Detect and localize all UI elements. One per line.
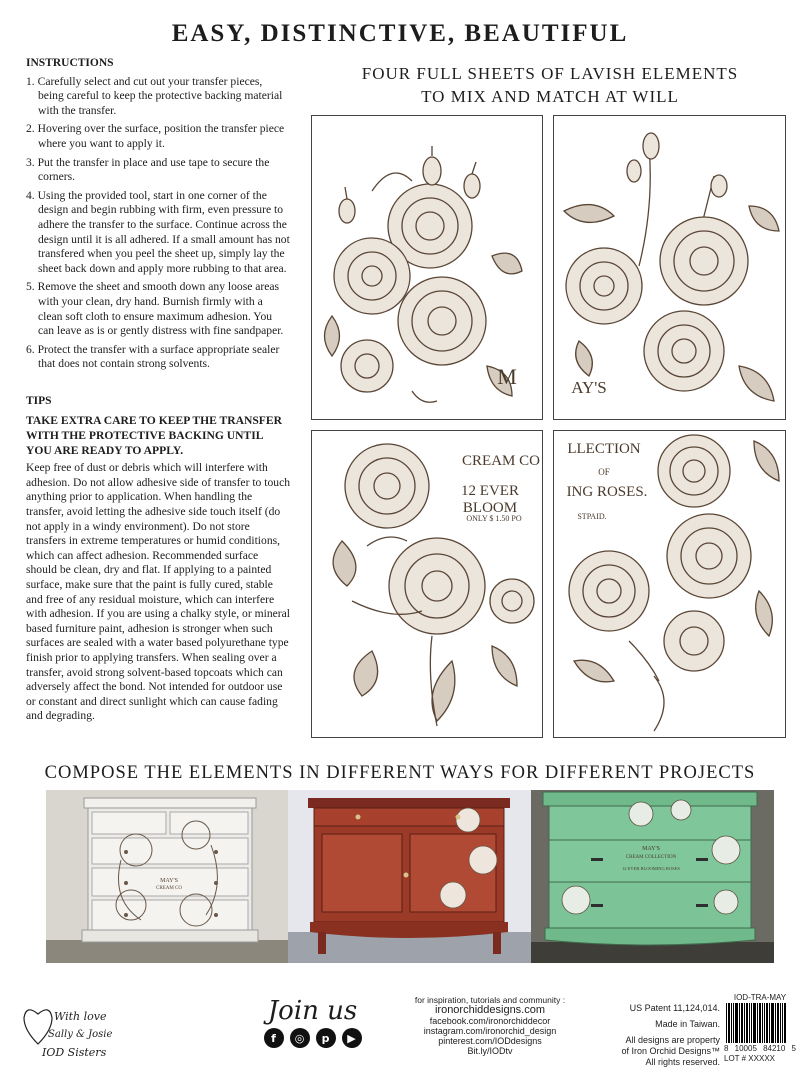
sheet-3-line3: ONLY $ 1.50 PO bbox=[466, 514, 522, 523]
signature bbox=[22, 1000, 142, 1064]
sheets-heading bbox=[310, 62, 790, 108]
sheet-3-line1: CREAM CO bbox=[462, 453, 540, 469]
pinterest-link[interactable]: pinterest.com/IODdesigns bbox=[438, 1036, 542, 1047]
signature-line-2: Sally & Josie bbox=[48, 1029, 113, 1040]
white-dresser-photo bbox=[46, 790, 289, 963]
instruction-step: 4. Using the provided tool, start in one corner of the design and begin rubbing with firm, even pressure to adhere the transfer to the surface. Continue across the design until it is all adhered. If a small amount has not transfered when you peel the sheet up, simply lay the sheet back down and apply more rubbing to that area. bbox=[26, 188, 290, 275]
rose-illustration bbox=[554, 116, 785, 419]
instruction-step: 2. Hovering over the surface, position the transfer piece where you want to apply it. bbox=[26, 122, 285, 150]
links-intro: for inspiration, tutorials and community : bbox=[414, 995, 566, 1005]
transfer-sheet-4 bbox=[553, 430, 786, 738]
sheets-heading-line2: TO MIX AND MATCH AT WILL bbox=[421, 87, 679, 106]
lot-number: LOT # XXXXX bbox=[724, 1054, 775, 1063]
sheet-4-line1: LLECTION bbox=[567, 441, 641, 457]
transfer-sheet-2 bbox=[553, 115, 786, 420]
facebook-icon[interactable]: f bbox=[264, 1028, 284, 1048]
photo-3-label-1: MAY'S bbox=[642, 846, 660, 852]
instruction-step: 6. Protect the transfer with a surface appropriate sealer that does not contain strong solvents. bbox=[26, 342, 280, 371]
rights-line-2: of Iron Orchid Designs™ bbox=[621, 1046, 720, 1056]
transfer-sheet-3 bbox=[311, 430, 543, 738]
tips-body: Keep free of dust or debris which will interfere with adhesion. Do not allow adhesive side of transfer to touch anything prior to application. When handling the transfer, avoid letting the adhesive side touch itself (do not apply in a windy environment). Do not store transfers in extreme temperatures or humid conditions, which can affect adhesion. Recommended surface should be clean, dry and flat. If applying to a painted surface, make sure that the paint is fully cured, stable and free of any residual moisture, which can interfere with adhesion. If you are using a chalky style, or mineral based furniture paint, adhesion is stronger when such surfaces are sealed with a water based polyurethane type finish prior to applying transfers. When sealing over a transfer, avoid strong solvent-based topcoats which can adversely affect the bond. Not intended for outdoor use or constant and direct sunlight which can cause fading and degrading. bbox=[26, 461, 291, 723]
instruction-step: 1. Carefully select and cut out your transfer pieces, being careful to keep the protective backing material with the transfer. bbox=[26, 74, 283, 117]
photo-1-label-2: CREAM CO bbox=[156, 886, 182, 891]
instructions-heading: INSTRUCTIONS bbox=[26, 57, 114, 69]
instagram-icon[interactable]: ◎ bbox=[290, 1028, 310, 1048]
barcode-digits-mid1: 10005 bbox=[734, 1044, 757, 1053]
tips-heading: TIPS bbox=[26, 394, 52, 407]
sheet-4-line4: STPAID. bbox=[577, 512, 607, 521]
barcode-digit-left: 8 bbox=[724, 1044, 729, 1053]
video-link[interactable]: Bit.ly/IODtv bbox=[467, 1046, 513, 1057]
rose-illustration bbox=[312, 431, 542, 737]
legal-info bbox=[590, 1003, 720, 1068]
photo-3-label-2: CREAM COLLECTION bbox=[625, 855, 677, 860]
community-links bbox=[400, 995, 580, 1057]
website-link[interactable]: ironorchiddesigns.com bbox=[434, 1004, 546, 1017]
rights-line-1: All designs are property bbox=[625, 1035, 720, 1045]
heart-icon bbox=[22, 1000, 142, 1064]
made-in-text: Made in Taiwan. bbox=[655, 1019, 720, 1029]
join-us-text: Join us bbox=[267, 996, 358, 1026]
sheet-2-text: AY'S bbox=[571, 378, 607, 397]
instruction-step: 3. Put the transfer in place and use tape to secure the corners. bbox=[26, 155, 270, 184]
instructions-column bbox=[26, 56, 290, 724]
green-dresser-photo bbox=[531, 790, 774, 963]
sheet-3-line2: 12 EVER BLOOM bbox=[461, 483, 519, 516]
join-us bbox=[245, 996, 380, 1048]
barcode-digit-right: 5 bbox=[791, 1044, 796, 1053]
pinterest-icon[interactable]: p bbox=[316, 1028, 336, 1048]
transfer-sheet-1 bbox=[311, 115, 543, 420]
sheets-heading-line1: FOUR FULL SHEETS OF LAVISH ELEMENTS bbox=[361, 64, 739, 83]
social-icons bbox=[245, 1028, 380, 1048]
signature-line-1: With love bbox=[54, 1010, 107, 1023]
green-dresser-image bbox=[531, 790, 774, 963]
barcode-digits-mid2: 84210 bbox=[763, 1044, 786, 1053]
red-dresser-image bbox=[288, 790, 531, 963]
sheet-4-line2: OF bbox=[598, 467, 610, 477]
barcode-bars bbox=[726, 1003, 794, 1043]
red-dresser-photo bbox=[288, 790, 531, 963]
patent-text: US Patent 11,124,014. bbox=[629, 1003, 720, 1013]
barcode-digits bbox=[724, 1044, 796, 1053]
photo-3-label-3: 12 EVER BLOOMING ROSES bbox=[622, 866, 680, 871]
photo-1-label-1: MAY'S bbox=[160, 878, 178, 884]
signature-line-3: IOD Sisters bbox=[42, 1046, 107, 1059]
tips-warning: TAKE EXTRA CARE TO KEEP THE TRANSFER WITH THE PROTECTIVE BACKING UNTIL YOU ARE READY TO APPLY. bbox=[26, 414, 282, 457]
rights-line-3: All rights reserved. bbox=[645, 1057, 720, 1067]
compose-heading: COMPOSE THE ELEMENTS IN DIFFERENT WAYS FOR DIFFERENT PROJECTS bbox=[44, 763, 756, 783]
instructions-list bbox=[26, 75, 290, 372]
sku-text: IOD-TRA-MAY bbox=[733, 993, 787, 1002]
page-title: EASY, DISTINCTIVE, BEAUTIFUL bbox=[171, 20, 629, 47]
facebook-link[interactable]: facebook.com/ironorchiddecor bbox=[429, 1015, 551, 1026]
youtube-icon[interactable]: ▶ bbox=[342, 1028, 362, 1048]
barcode bbox=[724, 993, 796, 1063]
sheet-4-line3: ING ROSES. bbox=[566, 484, 648, 500]
sheet-1-letter: M bbox=[497, 364, 517, 389]
white-dresser-image bbox=[46, 790, 289, 963]
instruction-step: 5. Remove the sheet and smooth down any loose areas with your clean, dry hand. Burnish firmly with a clean soft cloth to ensure maximum adhesion. You can leave as is or gently distress with fine sandpaper. bbox=[26, 280, 284, 338]
instagram-link[interactable]: instagram.com/ironorchid_design bbox=[423, 1025, 557, 1036]
